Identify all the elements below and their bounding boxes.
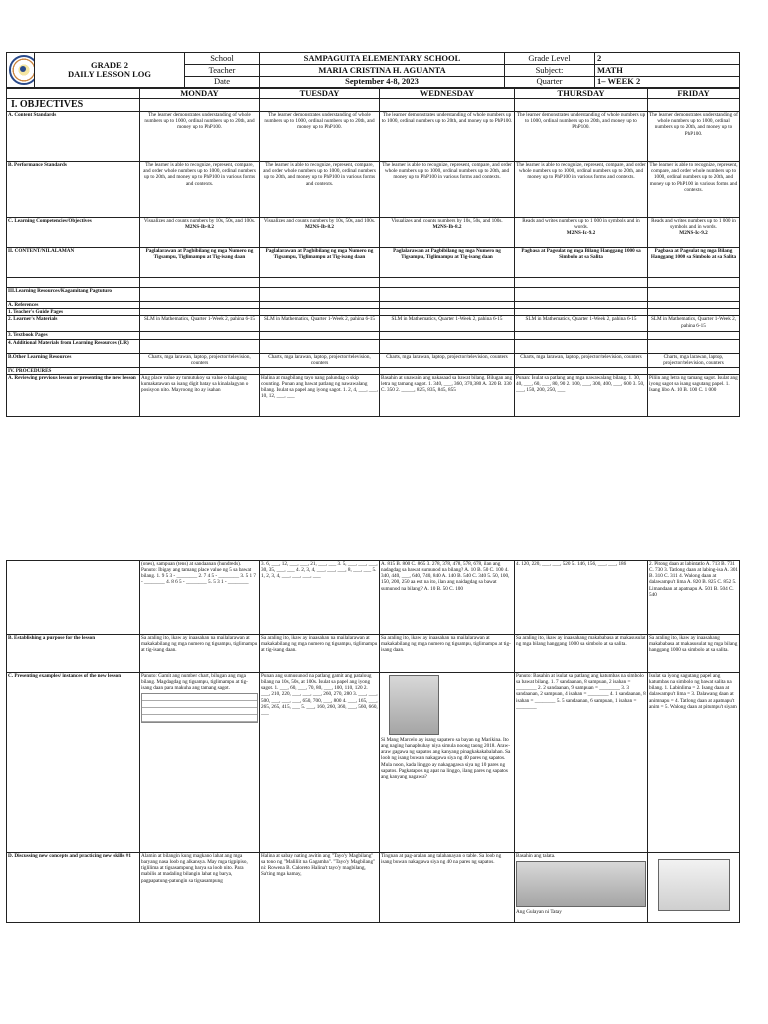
title-cell	[35, 53, 185, 88]
purpose-thu: Sa araling ito, ikaw ay inaasahang makababasa at makasusulat ng mga bilang hanggang 1000 sa simbolo at sa salita.	[515, 635, 648, 673]
cont-mon: (ones), sampuan (tens) at sandaanan (hundreds). Panuto: Ibigay ang tamang place value ng 5 sa bawat bilang. 1. 9 5 3 - ________ 2. 7 4 5 - ________ 3. 5 1 7 - ________ 4. 8 6 5 - ________ 5. 5 3 1 - ________	[140, 561, 260, 635]
subject-label: Subject:	[505, 65, 595, 76]
day-monday: MONDAY	[140, 89, 260, 99]
cont-thu: 4. 120, 220, ___, ___, 520 5. 146, 156, ___, ___, 186	[515, 561, 648, 635]
cont-fri: 2. Pitong daan at labintatlo A. 713 B. 731 C. 730 3. Tatlong daan at labing-isa A. 301 B. 310 C. 311 4. Walong daan at dalawampu't lima A. 820 B. 825 C. 852 5. Limandaan at apatnapu A. 501 B. 504 C. 540	[648, 561, 740, 635]
other-thu: Charts, mga larawan, laptop, projector/television, counters	[515, 353, 648, 367]
objectives-table	[6, 88, 740, 417]
content-standards-tue: The learner demonstrates understanding of whole numbers up to 1000, ordinal numbers up to 20th, and money up to PhP100.	[260, 112, 380, 162]
competencies-thu: Reads and writes numbers up to 1 000 in symbols and in words. M2NS-Ic-9.2	[515, 218, 648, 248]
date-value: September 4-8, 2023	[260, 76, 505, 87]
competencies-fri: Reads and writes numbers up to 1 000 in symbols and in words. M2NS-Ic-9.2	[648, 218, 740, 248]
presenting-fri: Isulat sa iyong sagutang papel ang katumbas na simbolo ng bawat salita na bilang. 1. Labinlima = 2. Isang daan at dalawampu't lima = 3. Dalawang daan at animnapu = 4. Tatlong daan at apatnapu't anim = 5. Walong daan at pitumpu't siyam	[648, 673, 740, 853]
teacher-guide-label: 1. Teacher's Guide Pages	[7, 309, 140, 316]
lesson-log-page-2	[6, 560, 739, 946]
content-thu: Pagbasa at Pagsulat ng mga Bilang Hanggang 1000 sa Simbolo at sa Salita	[515, 248, 648, 278]
content-standards-thu: The learner demonstrates understanding of whole numbers up to 1000, ordinal numbers up to 20th, and money up to PhP100.	[515, 112, 648, 162]
continued-label-cell	[7, 561, 140, 635]
lm-mon: SLM in Mathematics, Quarter 1-Week 2, pahina 6-15	[140, 316, 260, 332]
presenting-wed: Si Mang Marcelo ay isang sapatero sa bayan ng Marikina. Ito ang naging hanapbuhay niya simula noong taong 2018. Araw-araw gagawa ng sapatos ang kanyang pinagkakakabalahan. Sa loob ng isang buwan nakagawa siya ng 40 pares ng sapatos. Mula noon, kada linggo ay nakagagawa siya ng 10 pares ng sapatos. Pagkatapos ng apat na linggo, ilang pares ng sapatos ang kanyang nagawa?	[380, 673, 515, 853]
competencies-wed: Visualizes and counts numbers by 10s, 50s, and 100s. M2NS-Ib-8.2	[380, 218, 515, 248]
lm-fri: SLM in Mathematics, Quarter 1-Week 2, pahina 6-15	[648, 316, 740, 332]
procedures-heading: IV. PROCEDURES	[7, 367, 140, 374]
content-standards-mon: The learner demonstrates understanding of whole numbers up to 1000, ordinal numbers up to 20th, and money up to PhP100.	[140, 112, 260, 162]
content-standards-wed: The learner demonstrates understanding of whole numbers up to 1000, ordinal numbers up to 20th, and money up to PhP100.	[380, 112, 515, 162]
presenting-mon: Panuto: Gamit ang number chart, bilugan ang mga bilang. Magdagdag ng tigsampu, tiglimampu at tig-isang daan para makuha ang tamang sagot.	[140, 673, 260, 853]
lm-tue: SLM in Mathematics, Quarter 1-Week 2, pahina 6-15	[260, 316, 380, 332]
performance-standards-thu: The learner is able to recognize, represent, compare, and order whole numbers up to 1000, ordinal numbers up to 20th, and money up to PhP100 in various forms and contexts.	[515, 162, 648, 218]
discussing-label: D. Discussing new concepts and practicing new skills #1	[7, 853, 140, 923]
purpose-wed: Sa araling ito, ikaw ay inaasahan na mailalarawan at makakabilang ng mga numero ng tigsampu, tiglimampu at tig-isang daan.	[380, 635, 515, 673]
purpose-mon: Sa araling ito, ikaw ay inaasahan na mailalarawan at makakabilang ng mga numero ng tigsampu, tiglimampu at tig-isang daan.	[140, 635, 260, 673]
number-chart-image	[141, 693, 258, 723]
references-label: A. References	[7, 302, 140, 309]
other-fri: Charts, mga larawan, laptop, projector/television, counters	[648, 353, 740, 367]
textbook-label: 3. Textbook Pages	[7, 332, 140, 339]
day-friday: FRIDAY	[648, 89, 740, 99]
other-tue: Charts, mga larawan, laptop, projector/television, counters	[260, 353, 380, 367]
presenting-label: C. Presenting examples/ instances of the new lesson	[7, 673, 140, 853]
review-mon: Ang place value ay tumutukoy sa value o halagang kumakatawan sa isang digit batay sa kinalalagyan o posisyon nito. Mayroong ito ay isahan	[140, 374, 260, 416]
other-resources-label: B.Other Learning Resources	[7, 353, 140, 367]
learner-materials-label: 2. Learner's Materials	[7, 316, 140, 332]
other-mon: Charts, mga larawan, laptop, projector/television, counters	[140, 353, 260, 367]
content-mon: Paglalarawan at Pagbibilang ng mga Numero ng Tigsampu, Tiglimampu at Tig-isang daan	[140, 248, 260, 278]
content-label: II. CONTENT/NILALAMAN	[7, 248, 140, 278]
day-thursday: THURSDAY	[515, 89, 648, 99]
school-label: School	[185, 53, 260, 65]
lesson-log-page-1	[6, 52, 739, 442]
discussing-tue: Halina at sabay nating awitin ang "Tayo'y Magbilang" sa tono ng "Maliliit na Gagamba". "Tayo'y Magbilang" ni: Rowena B. Caloreto Halina't tayo'y magbilang, Sa'ting mga kamay,	[260, 853, 380, 923]
discussing-fri	[648, 853, 740, 923]
reviewing-label: A. Reviewing previous lesson or presenting the new lesson	[7, 374, 140, 416]
objectives-heading: I. OBJECTIVES	[7, 99, 140, 112]
quarter-value: 1– WEEK 2	[595, 76, 740, 87]
content-standards-label: A. Content Standards	[7, 112, 140, 162]
shoemaker-image	[389, 675, 439, 735]
cont-wed: A. 815 B. 800 C. 865 3. 278, 378, 478, 578, 678, ilan ang nadagdag sa bawat sumunod na bilang? A. 10 B. 50 C. 100 4. 340, 440, ___, 640, 740, 840 A. 140 B. 540 C. 340 5. 50, 100, 150, 200, 250 aa est na ito, ilan ang naidagdag sa bawat sumunod na bilang? A. 10 B. 50 C. 100	[380, 561, 515, 635]
purpose-tue: Sa araling ito, ikaw ay inaasahan na mailalarawan at makakabilang ng mga numero ng tigsampu, tiglimampu at tig-isang daan.	[260, 635, 380, 673]
purpose-label: B. Establishing a purpose for the lesson	[7, 635, 140, 673]
log-title: DAILY LESSON LOG	[68, 69, 151, 79]
lm-wed: SLM in Mathematics, Quarter 1-Week 2, pahina 6-15	[380, 316, 515, 332]
performance-standards-tue: The learner is able to recognize, represent, compare, and order whole numbers up to 1000, ordinal numbers up to 20th, and money up to PhP100 in various forms and contexts.	[260, 162, 380, 218]
deped-seal-cell	[7, 53, 35, 88]
content-fri: Pagbasa at Pagsulat ng mga Bilang Hanggang 1000 sa Simbolo at sa Salita	[648, 248, 740, 278]
date-label: Date	[185, 76, 260, 87]
cont-tue: 3. 6, ___, 12, ___, ___, 21, ___, ___ 3. 5, ___, ___, ___, 30, 35, ___, ___ 4. 2, 3, 4, ___, ___, ___, 8, ___, ___ 5. 1, 2, 3, 4, ___, ___, ___, ___	[260, 561, 380, 635]
presenting-tue: Punan ang sumusunod na patlang gamit ang pataloug bilang na 10s, 50s, at 100s. Isulat sa papel ang iyong sagot. 1. ___, 60, ___, 70, 80, ___, 100, 110, 120 2. ___, 210, 220, ___, ___, ___, 260, 270, 280 3. ___, ___, 500, ___, ___, ___, 650, 700, ___, 800 4. ___, 165, ___, 265, 265, 415, ___ 5. ___, 160, 260, 360, ___, 560, 660, ___	[260, 673, 380, 853]
review-fri: Piliin ang letra ng tamang sagot. Isulat ang iyong sagot sa isang sagutang papel. 1. Isang libo A. 10 B. 100 C. 1 000	[648, 374, 740, 416]
content-standards-fri: The learner demonstrates understanding of whole numbers up to 1000, ordinal numbers up to 20th, and money up to PhP100.	[648, 112, 740, 162]
presenting-thu: Panuto: Basahin at isulat sa patlang ang katumbas na simbolo sa bawat bilang. 1. 7 sandaanan, 8 sampuan, 2 isahan = ________ 2. 2 sandaanan, 9 sampuan = ________ 3. 3 sandaanan, 2 sampuan, 4 isahan = ________ 4. 1 sandaanan, 8 isahan = ________ 5. 5 sandaanan, 6 sampuan, 1 isahan = ________	[515, 673, 648, 853]
discussing-mon: Alamin at bilangin kung magkano lahat ang mga baryang nasa loob ng alkansya. May mga tigpipiso, tiglilima at tigsasampung barya sa loob nito. Para mabilis at madaling bilangin lahat ng barya, pagpapatung-patungin sa tigsasampung	[140, 853, 260, 923]
day-wednesday: WEDNESDAY	[380, 89, 515, 99]
blank-day-cell	[7, 89, 140, 99]
procedures-table	[6, 560, 740, 923]
performance-standards-wed: The learner is able to recognize, represent, compare, and order whole numbers up to 1000, ordinal numbers up to 20th, and money up to PhP100 in various forms and contexts.	[380, 162, 515, 218]
teacher-label: Teacher	[185, 65, 260, 76]
competencies-label: C. Learning Competencies/Objectives	[7, 218, 140, 248]
review-thu: Punan: Isulat sa patlang ang mga nawawalang bilang. 1. 30, 40, ___, 60, ___, 80, 90 2. 100, ___, 300, 400, ___, 600 3. 50, ___, 150, 200, 250, ___	[515, 374, 648, 416]
header-table	[6, 52, 740, 88]
deped-seal-icon	[9, 55, 35, 85]
competencies-tue: Visualizes and counts numbers by 10s, 50s, and 100s. M2NS-Ib-8.2	[260, 218, 380, 248]
performance-standards-label: B. Performance Standards	[7, 162, 140, 218]
other-wed: Charts, mga larawan, laptop, projector/television, counters	[380, 353, 515, 367]
day-tuesday: TUESDAY	[260, 89, 380, 99]
teacher-value: MARIA CRISTINA H. AGUANTA	[260, 65, 505, 76]
vegetable-garden-image	[516, 861, 646, 907]
discussing-wed: Tingnan at pag-aralan ang talahanayan o table. Sa loob ng isang buwan nakagawa siya ng 40 na pares ng sapatos.	[380, 853, 515, 923]
subject-value: MATH	[595, 65, 740, 76]
school-value: SAMPAGUITA ELEMENTARY SCHOOL	[260, 53, 505, 65]
review-wed: Basahin at unawain ang nakasaad sa bawat bilang. Bilugan ang letra ng tamang sagot. 1. 340, ___, 360, 370,380 A. 320 B. 330 C. 350 2. _____, 825, 835, 845, 855	[380, 374, 515, 416]
content-tue: Paglalarawan at Pagbibilang ng mga Numero ng Tigsampu, Tiglimampu at Tig-isang daan	[260, 248, 380, 278]
review-tue: Halina at magbilang tayo nang palundag o skip counting. Punan ang bawat patlang ng nawawalang bilang. Isulat sa papel ang iyong sagot. 1. 2, 4, ___, ___, 10, 12, ___, ___	[260, 374, 380, 416]
additional-materials-label: 4. Additional Materials from Learning Resources (LR)	[7, 339, 140, 353]
content-wed: Paglalarawan at Pagbibilang ng mga Numero ng Tigsampu, Tiglimampu at Tig-isang daan	[380, 248, 515, 278]
resources-heading: III.Learning Resources/Kagamitang Pagtuturo	[7, 288, 140, 302]
quarter-label: Quarter	[505, 76, 595, 87]
grade-level-label: Grade Level	[505, 53, 595, 65]
performance-standards-fri: The learner is able to recognize, represent, compare, and order whole numbers up to 1000, ordinal numbers up to 20th, and money up to PhP100 in various forms and contexts.	[648, 162, 740, 218]
competencies-mon: Visualizes and counts numbers by 10s, 50s, and 100s. M2NS-Ib-8.2	[140, 218, 260, 248]
discussing-thu: Basahin ang talata. Ang Gulayan ni Tatay	[515, 853, 648, 923]
grade-level-value: 2	[595, 53, 740, 65]
performance-standards-mon: The learner is able to recognize, represent, compare, and order whole numbers up to 1000, ordinal numbers up to 20th, and money up to PhP100 in various forms and contexts.	[140, 162, 260, 218]
children-image	[658, 859, 730, 911]
garden-caption: Ang Gulayan ni Tatay	[516, 909, 562, 916]
grade-title: GRADE 2	[90, 60, 129, 71]
lm-thu: SLM in Mathematics, Quarter 1-Week 2, pahina 6-15	[515, 316, 648, 332]
purpose-fri: Sa araling ito, ikaw ay inaasahang makababasa at makasusulat ng mga bilang hanggang 1000 sa simbolo at sa salita.	[648, 635, 740, 673]
